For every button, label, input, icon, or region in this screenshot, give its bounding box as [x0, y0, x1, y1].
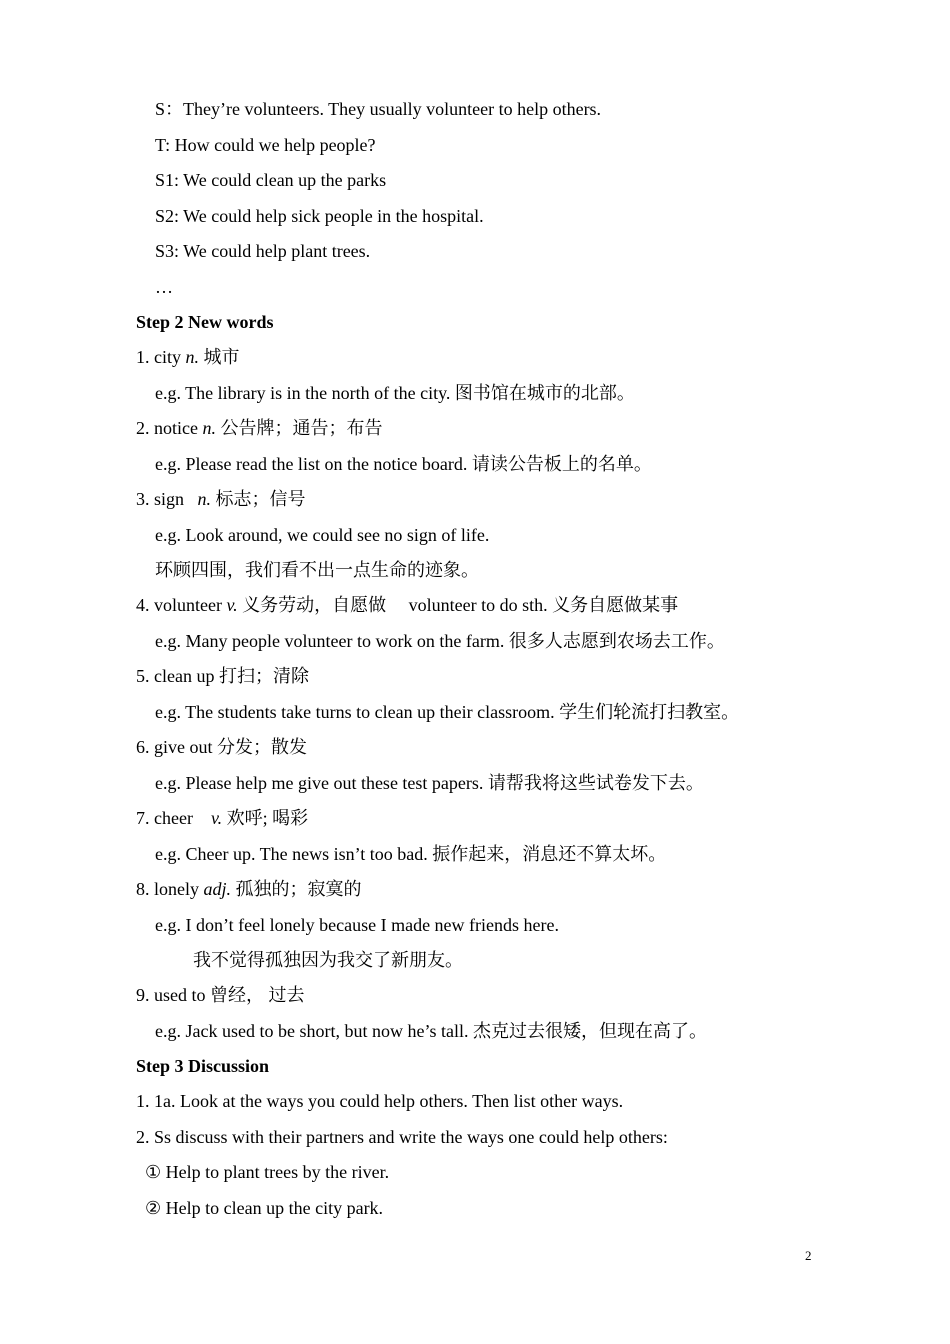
- word-term: 8. lonely: [136, 879, 204, 899]
- word-pos: n.: [197, 489, 212, 509]
- word-example: e.g. Jack used to be short, but now he’s tall. 杰克过去很矮，但现在高了。: [155, 1021, 707, 1041]
- discussion-subitem: ① Help to plant trees by the river.: [145, 1162, 390, 1182]
- word-entry-city: [136, 346, 240, 368]
- word-entry-cheer: [136, 807, 308, 829]
- word-example-translation: 环顾四围，我们看不出一点生命的迹象。: [155, 560, 479, 580]
- word-meaning: 欢呼; 喝彩: [222, 808, 309, 828]
- word-entry-volunteer: [136, 594, 678, 616]
- word-entry-sign: [136, 488, 306, 510]
- word-pos: adj.: [203, 879, 232, 899]
- page-number: 2: [805, 1248, 812, 1263]
- word-entry-clean-up: 5. clean up 打扫；清除: [136, 666, 309, 686]
- word-meaning: 孤独的；寂寞的: [231, 879, 362, 899]
- dialogue-line: S1: We could clean up the parks: [155, 170, 387, 190]
- word-example-translation: 我不觉得孤独因为我交了新朋友。: [193, 950, 463, 970]
- step2-heading: Step 2 New words: [136, 312, 274, 332]
- step3-heading: Step 3 Discussion: [136, 1056, 270, 1076]
- word-entry-notice: [136, 417, 382, 439]
- word-entry-give-out: 6. give out 分发；散发: [136, 737, 307, 757]
- word-example: e.g. Look around, we could see no sign of life.: [155, 525, 490, 545]
- word-meaning: 城市: [199, 347, 240, 367]
- word-example: e.g. The students take turns to clean up their classroom. 学生们轮流打扫教室。: [155, 702, 740, 722]
- discussion-item: 2. Ss discuss with their partners and write the ways one could help others:: [136, 1127, 668, 1147]
- word-term: 1. city: [136, 347, 186, 367]
- word-pos: v.: [226, 595, 238, 615]
- dialogue-line: T: How could we help people?: [155, 135, 376, 155]
- dialogue-line: S2: We could help sick people in the hospital.: [155, 206, 484, 226]
- word-pos: v.: [210, 808, 223, 828]
- dialogue-line: S3: We could help plant trees.: [155, 241, 371, 261]
- word-pos: n.: [202, 418, 216, 438]
- word-meaning: 公告牌；通告；布告: [215, 418, 383, 438]
- word-term: 2. notice: [136, 418, 203, 438]
- word-entry-used-to: 9. used to 曾经， 过去: [136, 985, 305, 1005]
- dialogue-line: S：They’re volunteers. They usually volunteer to help others.: [155, 99, 602, 119]
- word-term: 4. volunteer: [136, 595, 227, 615]
- word-example: e.g. Please help me give out these test papers. 请帮我将这些试卷发下去。: [155, 773, 704, 793]
- discussion-subitem: ② Help to clean up the city park.: [145, 1198, 384, 1218]
- discussion-item: 1. 1a. Look at the ways you could help others. Then list other ways.: [136, 1091, 624, 1111]
- word-example: e.g. I don’t feel lonely because I made new friends here.: [155, 915, 559, 935]
- word-entry-lonely: [136, 878, 362, 900]
- word-example: e.g. Many people volunteer to work on the farm. 很多人志愿到农场去工作。: [155, 631, 725, 651]
- word-example: e.g. The library is in the north of the city. 图书馆在城市的北部。: [155, 383, 635, 403]
- word-example: e.g. Please read the list on the notice board. 请读公告板上的名单。: [155, 454, 652, 474]
- word-meaning: 标志；信号: [211, 489, 306, 509]
- word-pos: n.: [185, 347, 199, 367]
- word-meaning: 义务劳动，自愿做 volunteer to do sth. 义务自愿做某事: [237, 595, 679, 615]
- word-term: 7. cheer: [136, 808, 211, 828]
- dialogue-ellipsis: …: [155, 277, 173, 297]
- word-term: 3. sign: [136, 489, 198, 509]
- word-example: e.g. Cheer up. The news isn’t too bad. 振作起来，消息还不算太坏。: [155, 844, 667, 864]
